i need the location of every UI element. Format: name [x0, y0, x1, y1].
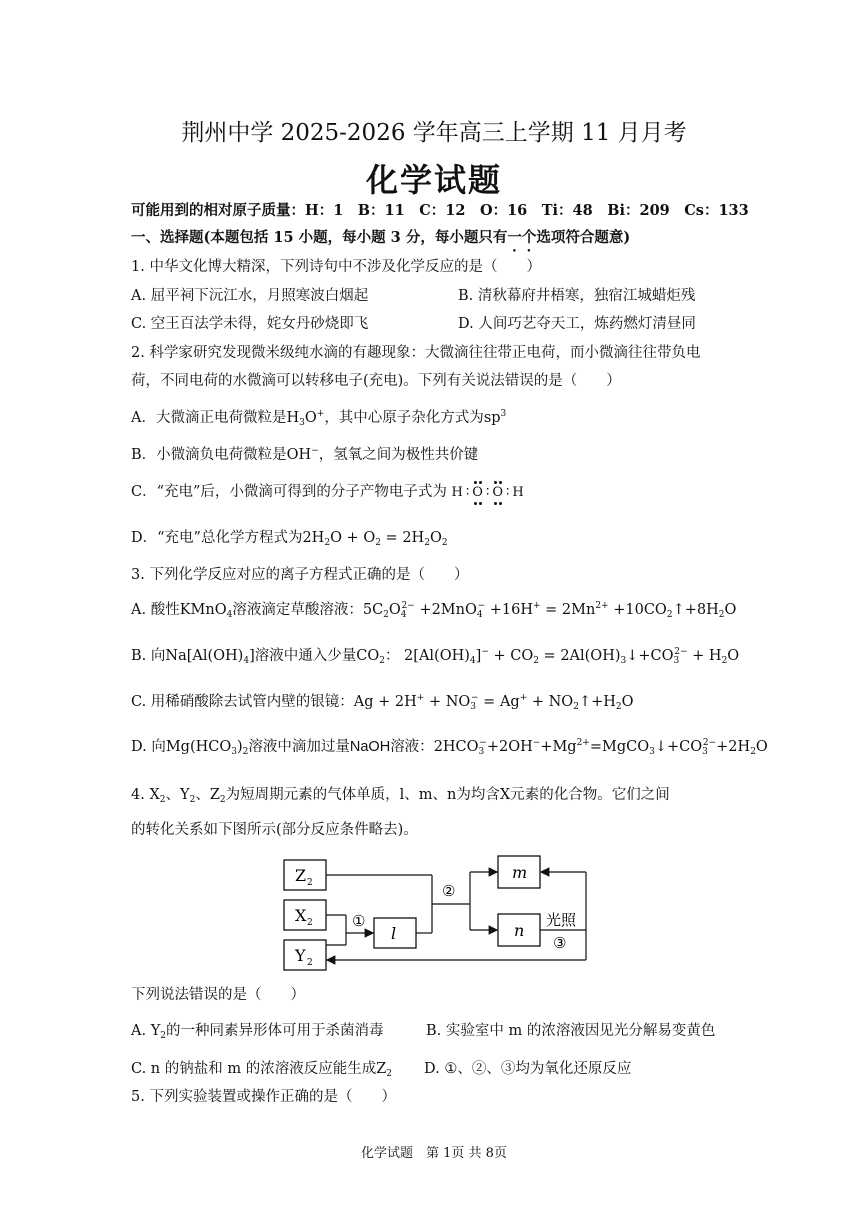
question-4-option-d: D. ①、②、③均为氧化还原反应: [424, 1061, 632, 1077]
question-4-stem-line1: 4. $X_2$、$Y_2$、$Z_2$为短周期元素的气体单质，l、m、n为均含X元素的化合物。它们之间: [131, 787, 670, 805]
question-3-option-c: C. 用稀硝酸除去试管内壁的银镜：$Ag + 2H^+ + NO_3^- = Ag^+$ + $NO_2↑+H_2O$: [131, 693, 634, 712]
atomic-masses-label: 可能用到的相对原子质量：: [131, 202, 305, 219]
question-4-option-b: B. 实验室中 m 的浓溶液因见光分解易变黄色: [426, 1023, 716, 1039]
atomic-masses-line: [131, 201, 749, 221]
section-heading-emphasis: 一个: [507, 229, 537, 246]
question-2-option-a: A．大微滴正电荷微粒是$H_3O^+$，其中心原子杂化方式为$sp^3$: [131, 409, 507, 428]
section-heading: [131, 228, 630, 255]
light-label: 光照: [546, 911, 577, 929]
question-5-stem: 5. 下列实验装置或操作正确的是（ ）: [131, 1089, 396, 1105]
question-2-option-c: C．“充电”后，小微滴可得到的分子产物电子式为 H ∶ O ∶ O ∶ H: [131, 482, 524, 503]
question-4-option-c: C. n 的钠盐和 m 的浓溶液反应能生成$Z_2$: [131, 1061, 393, 1079]
question-1-option-b: B. 清秋幕府井梧寒，独宿江城蜡炬残: [458, 288, 696, 304]
label-m: m: [512, 863, 528, 882]
section-heading-text: 一、选择题(本题包括 15 小题，每小题 3 分，每小题只有: [131, 229, 508, 246]
question-1-option-d: D. 人间巧艺夺天工，炼药燃灯清昼同: [458, 316, 696, 332]
question-1-option-c: C. 空王百法学未得，姹女丹砂烧即飞: [131, 316, 369, 332]
label-x2: X: [295, 906, 307, 925]
question-2-stem-line2: 荷，不同电荷的水微滴可以转移电子(充电)。下列有关说法错误的是（ ）: [131, 373, 621, 389]
step-2-label: ②: [442, 882, 456, 900]
question-3-option-a: A. 酸性KMnO$_4$溶液滴定草酸溶液：$5C_2O_4^{2-} +2MnO_4^- +16H^+ = 2Mn^{2+}$ $+10CO_2↑+8H_2O$: [131, 601, 737, 620]
question-4-ask: 下列说法错误的是（ ）: [131, 987, 305, 1003]
label-n: n: [514, 921, 525, 940]
question-1-option-a: A. 屈平祠下沅江水，月照寒波白烟起: [131, 288, 369, 304]
question-3-stem: 3. 下列化学反应对应的离子方程式正确的是（ ）: [131, 567, 469, 583]
h2o2-lewis-structure: H ∶ O ∶ O ∶ H: [452, 483, 524, 503]
question-2-option-d: D．“充电”总化学方程式为$2H_2O + O_2 = 2H_2O_2$: [131, 530, 448, 548]
step-3-label: ③: [553, 934, 567, 952]
svg-text:2: 2: [307, 958, 313, 968]
label-y2: Y: [295, 946, 306, 965]
subject-title: 化学试题: [365, 161, 502, 199]
label-z2: Z: [295, 866, 307, 885]
question-3-option-b: B. 向$Na[Al(OH)_4]$溶液中通入少量$CO_2$： $2[Al(OH)_4]^- + CO_2$ = $2Al(OH)_3↓+CO_3^{2-} + H_2O$: [131, 647, 740, 666]
question-2-stem-line1: 2. 科学家研究发现微米级纯水滴的有趣现象：大微滴往往带正电荷，而小微滴往往带负电: [131, 345, 701, 361]
question-3-option-d: D. 向$Mg(HCO_3)_2$溶液中滴加过量NaOH溶液：$2HCO_3^-+2OH^-+Mg^{2+}=MgCO_3↓+CO_3^{2-}+2H_2O$: [131, 738, 768, 757]
question-4-option-a: A. $Y_2$的一种同素异形体可用于杀菌消毒: [131, 1023, 384, 1041]
reaction-diagram: [270, 848, 600, 973]
exam-title: 荆州中学 2025-2026 学年高三上学期 11 月月考: [181, 120, 687, 146]
svg-text:2: 2: [307, 878, 313, 888]
step-1-label: ①: [352, 912, 366, 930]
svg-text:2: 2: [307, 918, 313, 928]
question-4-stem-line2: 的转化关系如下图所示(部分反应条件略去)。: [131, 822, 418, 838]
label-l: l: [391, 924, 397, 943]
question-2-option-b: B．小微滴负电荷微粒是OH−，氢氧之间为极性共价键: [131, 446, 479, 463]
page-footer: 化学试题 第 1页 共 8页: [361, 1146, 507, 1161]
atomic-masses-values: H：1 B：11 C：12 O：16 Ti：48 Bi：209 Cs：133: [305, 202, 749, 219]
question-1-stem: 1. 中华文化博大精深，下列诗句中不涉及化学反应的是（ ）: [131, 259, 541, 275]
section-heading-text-end: 选项符合题意): [536, 229, 631, 246]
